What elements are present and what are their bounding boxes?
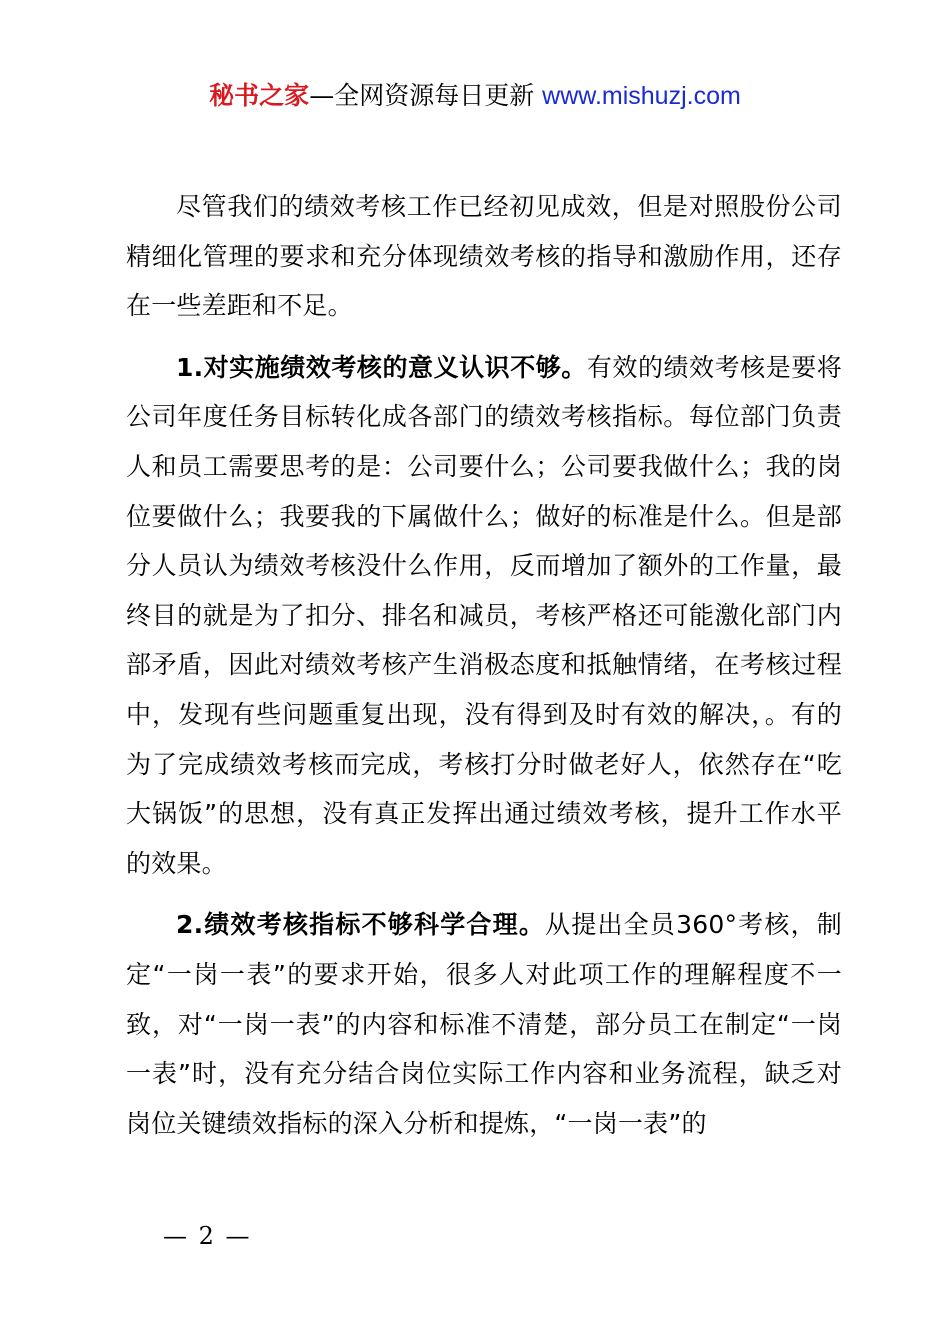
paragraph-text: 尽管我们的绩效考核工作已经初见成效，但是对照股份公司精细化管理的要求和充分体现绩效考核的指导和激励作用，还存在一些差距和不足。 — [126, 192, 842, 321]
brand-name: 秘书之家 — [209, 81, 310, 110]
brand-slogan: —全网资源每日更新 — [309, 81, 535, 110]
paragraph-text: 从提出全员360°考核，制定“一岗一表”的要求开始，很多人对此项工作的理解程度不一致，对“一岗一表”的内容和标准不清楚，部分员工在制定“一岗一表”时，没有充分结合岗位实际工作内容和业务流程，缺乏对岗位关键绩效指标的深入分析和提炼，“一岗一表”的 — [126, 910, 842, 1138]
document-body — [126, 182, 842, 1148]
paragraph-point-2 — [126, 900, 842, 1148]
site-header — [0, 78, 950, 114]
site-url-link[interactable]: www.mishuzj.com — [542, 82, 741, 110]
paragraph-heading: 1.对实施绩效考核的意义认识不够。 — [176, 352, 587, 382]
paragraph-point-1 — [126, 343, 842, 889]
paragraph-heading: 2.绩效考核指标不够科学合理。 — [176, 910, 546, 940]
paragraph-text: 有效的绩效考核是要将公司年度任务目标转化成各部门的绩效考核指标。每位部门负责人和员工需要思考的是：公司要什么；公司要我做什么；我的岗位要做什么；我要我的下属做什么；做好的标准是什么。但是部分人员认为绩效考核没什么作用，反而增加了额外的工作量，最终目的就是为了扣分、排名和减员，考核严格还可能激化部门内部矛盾，因此对绩效考核产生消极态度和抵触情绪，在考核过程中，发现有些问题重复出现，没有得到及时有效的解决，。有的为了完成绩效考核而完成，考核打分时做老好人，依然存在“吃大锅饭”的思想，没有真正发挥出通过绩效考核，提升工作水平的效果。 — [126, 352, 842, 878]
paragraph-intro — [126, 182, 842, 331]
page-number: — 2 — — [163, 1222, 252, 1250]
